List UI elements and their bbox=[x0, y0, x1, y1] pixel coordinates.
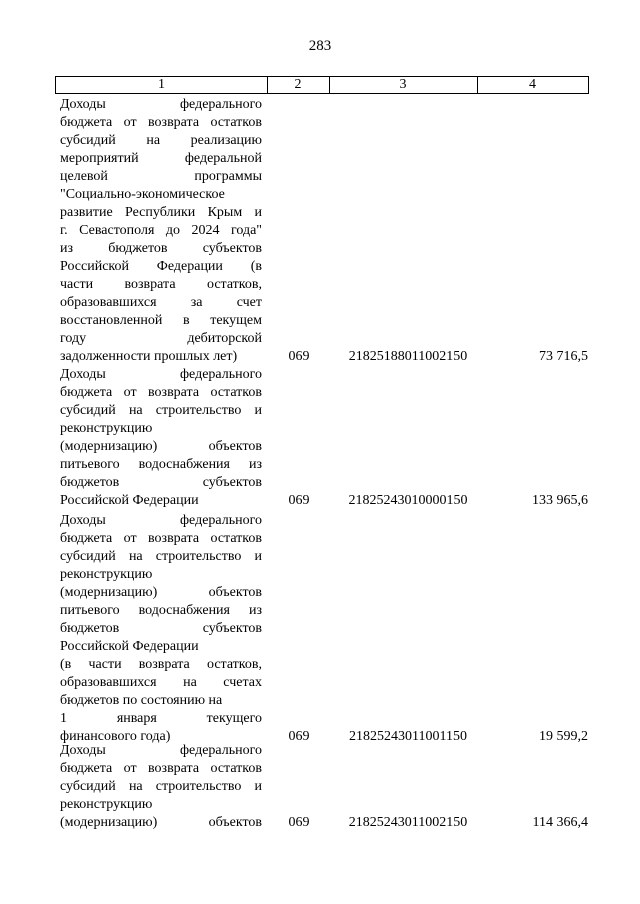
budget-classification-code: 21825243011002150 bbox=[348, 815, 468, 830]
description-line: части возврата остатков, bbox=[60, 277, 262, 292]
description-line: из бюджетов субъектов bbox=[60, 241, 262, 256]
description-line: бюджетов субъектов bbox=[60, 475, 262, 490]
description-line: развитие Республики Крым и bbox=[60, 205, 262, 220]
description-line: субсидий на строительство и bbox=[60, 403, 262, 418]
description-line: Доходы федерального bbox=[60, 513, 262, 528]
header-col-4: 4 bbox=[529, 77, 536, 92]
description-line: мероприятий федеральной bbox=[60, 151, 262, 166]
description-line: Российской Федерации bbox=[60, 493, 199, 508]
description-line: образовавшихся на счетах bbox=[60, 675, 262, 690]
description-line: (модернизацию) объектов bbox=[60, 439, 262, 454]
description-line: (в части возврата остатков, bbox=[60, 657, 262, 672]
header-col-1: 1 bbox=[56, 77, 268, 93]
description-line: Российской Федерации (в bbox=[60, 259, 262, 274]
description-line: бюджетов субъектов bbox=[60, 621, 262, 636]
description-line: (модернизацию) объектов bbox=[60, 815, 262, 830]
description-line: г. Севастополя до 2024 года" bbox=[60, 223, 262, 238]
admin-code: 069 bbox=[288, 349, 310, 364]
row-description bbox=[60, 512, 262, 746]
admin-code: 069 bbox=[288, 729, 310, 744]
description-line: Доходы федерального bbox=[60, 743, 262, 758]
amount: 114 366,4 bbox=[532, 815, 588, 830]
amount: 73 716,5 bbox=[539, 349, 588, 364]
admin-code: 069 bbox=[288, 493, 310, 508]
description-line: году дебиторской bbox=[60, 331, 262, 346]
amount: 133 965,6 bbox=[532, 493, 588, 508]
description-line: Доходы федерального bbox=[60, 367, 262, 382]
row-description bbox=[60, 366, 262, 510]
description-line: образовавшихся за счет bbox=[60, 295, 262, 310]
row-values bbox=[60, 814, 588, 832]
budget-classification-code: 21825243011001150 bbox=[349, 729, 467, 744]
description-line: Российской Федерации bbox=[60, 639, 199, 654]
admin-code: 069 bbox=[288, 815, 310, 830]
description-line: восстановленной в текущем bbox=[60, 313, 262, 328]
description-line: Доходы федерального bbox=[60, 97, 262, 112]
description-line: реконструкцию bbox=[60, 797, 153, 812]
description-line: бюджета от возврата остатков bbox=[60, 531, 262, 546]
page-number: 283 bbox=[308, 38, 332, 54]
table-row bbox=[60, 742, 588, 832]
description-line: целевой программы bbox=[60, 169, 262, 184]
row-description bbox=[60, 96, 262, 366]
description-line: бюджета от возврата остатков bbox=[60, 761, 262, 776]
description-line: "Социально-экономическое bbox=[60, 187, 225, 202]
table-header-row bbox=[55, 76, 589, 94]
description-line: (модернизацию) объектов bbox=[60, 585, 262, 600]
budget-classification-code: 21825188011002150 bbox=[348, 349, 468, 364]
budget-classification-code: 21825243010000150 bbox=[348, 493, 468, 508]
header-col-3: 3 bbox=[329, 77, 478, 93]
description-line: бюджета от возврата остатков bbox=[60, 115, 262, 130]
description-line: 1 января текущего bbox=[60, 711, 262, 726]
row-values bbox=[60, 492, 588, 510]
amount: 19 599,2 bbox=[539, 729, 588, 744]
table-row bbox=[60, 512, 588, 746]
description-line: субсидий на реализацию bbox=[60, 133, 262, 148]
description-line: задолженности прошлых лет) bbox=[60, 349, 238, 364]
description-line: субсидий на строительство и bbox=[60, 779, 262, 794]
table-row bbox=[60, 96, 588, 366]
description-line: бюджетов по состоянию на bbox=[60, 693, 223, 708]
description-line: финансового года) bbox=[60, 729, 171, 744]
header-col-2: 2 bbox=[267, 77, 330, 93]
description-line: реконструкцию bbox=[60, 421, 153, 436]
description-line: питьевого водоснабжения из bbox=[60, 603, 262, 618]
row-values bbox=[60, 348, 588, 366]
description-line: субсидий на строительство и bbox=[60, 549, 262, 564]
description-line: питьевого водоснабжения из bbox=[60, 457, 262, 472]
description-line: бюджета от возврата остатков bbox=[60, 385, 262, 400]
description-line: реконструкцию bbox=[60, 567, 153, 582]
table-row bbox=[60, 366, 588, 510]
